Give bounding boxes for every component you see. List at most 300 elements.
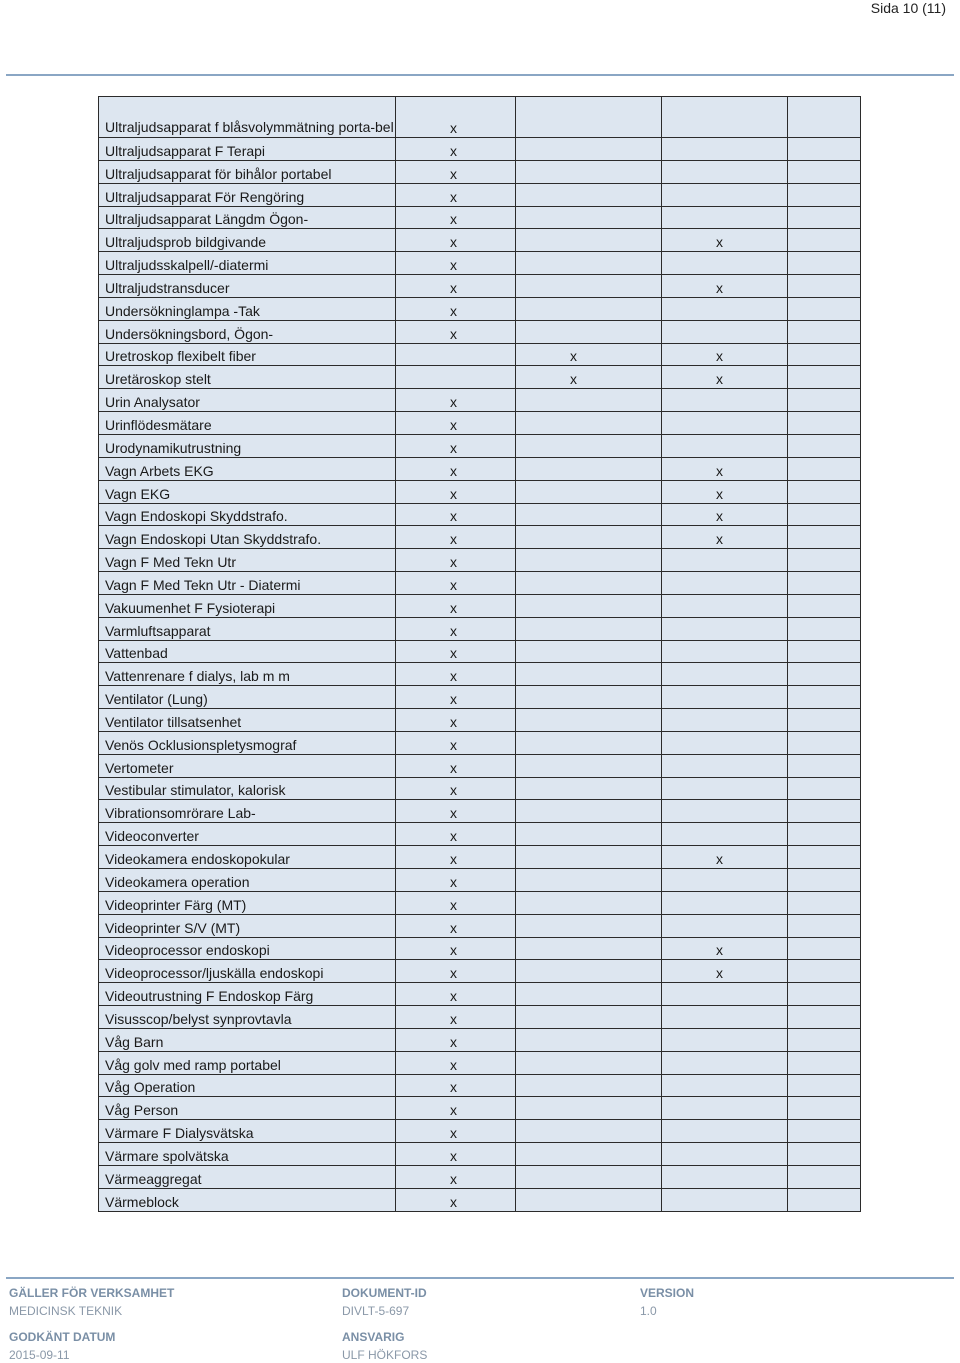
equipment-name-cell: Våg Person <box>99 1097 396 1120</box>
table-row <box>99 229 861 252</box>
table-row <box>99 366 861 389</box>
equipment-name-cell: Videokamera operation <box>99 869 396 892</box>
mark-cell-c2 <box>516 97 662 138</box>
footer-scope <box>9 1286 174 1318</box>
empty-cell <box>788 1006 861 1029</box>
mark-cell-c2 <box>516 914 662 937</box>
footer-version-value: 1.0 <box>640 1304 657 1318</box>
empty-cell <box>788 1028 861 1051</box>
empty-cell <box>788 1051 861 1074</box>
mark-cell-c3 <box>662 709 788 732</box>
table-row <box>99 640 861 663</box>
equipment-name-cell: Videokamera endoskopokular <box>99 846 396 869</box>
mark-cell-c1: x <box>396 937 516 960</box>
mark-cell-c2: x <box>516 366 662 389</box>
equipment-name-cell: Vagn Endoskopi Skyddstrafo. <box>99 503 396 526</box>
footer-responsible-label: ANSVARIG <box>342 1330 405 1344</box>
footer-divider <box>6 1277 954 1279</box>
mark-cell-c1: x <box>396 138 516 161</box>
mark-cell-c2 <box>516 526 662 549</box>
equipment-name-cell: Våg Operation <box>99 1074 396 1097</box>
empty-cell <box>788 480 861 503</box>
mark-cell-c3 <box>662 160 788 183</box>
equipment-table <box>98 96 861 1212</box>
table-row <box>99 1120 861 1143</box>
empty-cell <box>788 686 861 709</box>
empty-cell <box>788 503 861 526</box>
mark-cell-c2 <box>516 549 662 572</box>
empty-cell <box>788 1165 861 1188</box>
mark-cell-c2 <box>516 389 662 412</box>
empty-cell <box>788 1120 861 1143</box>
mark-cell-c3: x <box>662 846 788 869</box>
equipment-name-cell: Vagn Endoskopi Utan Skyddstrafo. <box>99 526 396 549</box>
empty-cell <box>788 320 861 343</box>
mark-cell-c2 <box>516 1028 662 1051</box>
mark-cell-c3 <box>662 549 788 572</box>
mark-cell-c2 <box>516 1143 662 1166</box>
table-row <box>99 686 861 709</box>
mark-cell-c3: x <box>662 275 788 298</box>
mark-cell-c2 <box>516 731 662 754</box>
table-row <box>99 1165 861 1188</box>
mark-cell-c1: x <box>396 275 516 298</box>
equipment-name-cell: Vattenrenare f dialys, lab m m <box>99 663 396 686</box>
table-row <box>99 480 861 503</box>
footer-scope-label: GÄLLER FÖR VERKSAMHET <box>9 1286 175 1300</box>
empty-cell <box>788 160 861 183</box>
mark-cell-c2 <box>516 183 662 206</box>
empty-cell <box>788 526 861 549</box>
mark-cell-c1: x <box>396 983 516 1006</box>
footer-scope-value: MEDICINSK TEKNIK <box>9 1304 123 1318</box>
table-row <box>99 1028 861 1051</box>
table-row <box>99 937 861 960</box>
mark-cell-c3: x <box>662 457 788 480</box>
equipment-name-cell: Vakuumenhet F Fysioterapi <box>99 594 396 617</box>
empty-cell <box>788 366 861 389</box>
equipment-name-cell: Värmare spolvätska <box>99 1143 396 1166</box>
equipment-name-cell: Värmeaggregat <box>99 1165 396 1188</box>
mark-cell-c3 <box>662 891 788 914</box>
empty-cell <box>788 777 861 800</box>
mark-cell-c3 <box>662 914 788 937</box>
mark-cell-c1: x <box>396 1143 516 1166</box>
mark-cell-c2 <box>516 800 662 823</box>
empty-cell <box>788 229 861 252</box>
mark-cell-c1: x <box>396 731 516 754</box>
mark-cell-c3 <box>662 412 788 435</box>
table-row <box>99 869 861 892</box>
mark-cell-c1: x <box>396 97 516 138</box>
footer-approved-value: 2015-09-11 <box>9 1348 70 1362</box>
mark-cell-c1: x <box>396 320 516 343</box>
mark-cell-c3 <box>662 206 788 229</box>
mark-cell-c1 <box>396 366 516 389</box>
empty-cell <box>788 457 861 480</box>
mark-cell-c3 <box>662 434 788 457</box>
empty-cell <box>788 297 861 320</box>
table-row <box>99 914 861 937</box>
equipment-name-cell: Videoprinter Färg (MT) <box>99 891 396 914</box>
mark-cell-c1: x <box>396 960 516 983</box>
equipment-name-cell: Vertometer <box>99 754 396 777</box>
mark-cell-c2 <box>516 138 662 161</box>
equipment-name-cell: Vagn F Med Tekn Utr - Diatermi <box>99 572 396 595</box>
mark-cell-c3 <box>662 1051 788 1074</box>
equipment-name-cell: Värmeblock <box>99 1188 396 1211</box>
equipment-name-cell: Ventilator (Lung) <box>99 686 396 709</box>
table-row <box>99 297 861 320</box>
empty-cell <box>788 663 861 686</box>
mark-cell-c3 <box>662 1143 788 1166</box>
footer-version-label: VERSION <box>640 1286 695 1300</box>
mark-cell-c2 <box>516 960 662 983</box>
equipment-name-cell: Ultraljudsprob bildgivande <box>99 229 396 252</box>
mark-cell-c1: x <box>396 1097 516 1120</box>
empty-cell <box>788 983 861 1006</box>
mark-cell-c3 <box>662 252 788 275</box>
mark-cell-c1: x <box>396 1074 516 1097</box>
mark-cell-c1: x <box>396 709 516 732</box>
mark-cell-c3 <box>662 617 788 640</box>
mark-cell-c2 <box>516 754 662 777</box>
mark-cell-c1: x <box>396 1188 516 1211</box>
footer-doc-id <box>342 1286 427 1318</box>
equipment-name-cell: Videoutrustning F Endoskop Färg <box>99 983 396 1006</box>
equipment-name-cell: Vagn Arbets EKG <box>99 457 396 480</box>
table-row <box>99 1051 861 1074</box>
mark-cell-c1: x <box>396 252 516 275</box>
mark-cell-c3 <box>662 1097 788 1120</box>
empty-cell <box>788 1074 861 1097</box>
mark-cell-c3: x <box>662 937 788 960</box>
table-row <box>99 960 861 983</box>
empty-cell <box>788 412 861 435</box>
mark-cell-c3: x <box>662 960 788 983</box>
mark-cell-c2 <box>516 709 662 732</box>
mark-cell-c1: x <box>396 846 516 869</box>
mark-cell-c3 <box>662 1074 788 1097</box>
table-row <box>99 434 861 457</box>
mark-cell-c2 <box>516 1165 662 1188</box>
mark-cell-c1: x <box>396 549 516 572</box>
mark-cell-c1: x <box>396 526 516 549</box>
mark-cell-c2 <box>516 572 662 595</box>
empty-cell <box>788 389 861 412</box>
table-row <box>99 1074 861 1097</box>
equipment-name-cell: Vattenbad <box>99 640 396 663</box>
mark-cell-c2 <box>516 1051 662 1074</box>
footer-doc-id-label: DOKUMENT-ID <box>342 1286 427 1300</box>
footer-approved-label: GODKÄNT DATUM <box>9 1330 116 1344</box>
empty-cell <box>788 1143 861 1166</box>
table-row <box>99 160 861 183</box>
table-row <box>99 1097 861 1120</box>
mark-cell-c3 <box>662 138 788 161</box>
mark-cell-c1: x <box>396 777 516 800</box>
equipment-name-cell: Urodynamikutrustning <box>99 434 396 457</box>
equipment-name-cell: Venös Ocklusionspletysmograf <box>99 731 396 754</box>
mark-cell-c3 <box>662 297 788 320</box>
table-row <box>99 731 861 754</box>
mark-cell-c1: x <box>396 1028 516 1051</box>
mark-cell-c1: x <box>396 503 516 526</box>
mark-cell-c1: x <box>396 891 516 914</box>
mark-cell-c3 <box>662 1165 788 1188</box>
mark-cell-c3 <box>662 731 788 754</box>
empty-cell <box>788 434 861 457</box>
mark-cell-c1: x <box>396 480 516 503</box>
page-header <box>0 0 960 76</box>
mark-cell-c1: x <box>396 1051 516 1074</box>
empty-cell <box>788 97 861 138</box>
mark-cell-c2 <box>516 457 662 480</box>
footer-doc-id-value: DIVLT-5-697 <box>342 1304 410 1318</box>
table-row <box>99 594 861 617</box>
empty-cell <box>788 754 861 777</box>
table-row <box>99 97 861 138</box>
mark-cell-c1: x <box>396 457 516 480</box>
table-row <box>99 526 861 549</box>
empty-cell <box>788 1188 861 1211</box>
table-row <box>99 549 861 572</box>
mark-cell-c1: x <box>396 1165 516 1188</box>
mark-cell-c2 <box>516 891 662 914</box>
table-row <box>99 457 861 480</box>
table-row <box>99 138 861 161</box>
table-row <box>99 320 861 343</box>
mark-cell-c2 <box>516 297 662 320</box>
mark-cell-c3 <box>662 800 788 823</box>
mark-cell-c2 <box>516 777 662 800</box>
empty-cell <box>788 594 861 617</box>
mark-cell-c2 <box>516 1188 662 1211</box>
mark-cell-c1: x <box>396 594 516 617</box>
mark-cell-c2 <box>516 320 662 343</box>
table-row <box>99 823 861 846</box>
equipment-name-cell: Vibrationsomrörare Lab- <box>99 800 396 823</box>
empty-cell <box>788 960 861 983</box>
equipment-name-cell: Ultraljudsskalpell/-diatermi <box>99 252 396 275</box>
equipment-name-cell: Våg Barn <box>99 1028 396 1051</box>
mark-cell-c1: x <box>396 434 516 457</box>
equipment-name-cell: Våg golv med ramp portabel <box>99 1051 396 1074</box>
empty-cell <box>788 731 861 754</box>
mark-cell-c1: x <box>396 206 516 229</box>
equipment-name-cell: Uretroskop flexibelt fiber <box>99 343 396 366</box>
mark-cell-c3: x <box>662 503 788 526</box>
equipment-table-body <box>99 97 861 1212</box>
mark-cell-c3 <box>662 183 788 206</box>
equipment-name-cell: Videoprinter S/V (MT) <box>99 914 396 937</box>
mark-cell-c1: x <box>396 389 516 412</box>
empty-cell <box>788 709 861 732</box>
table-row <box>99 777 861 800</box>
mark-cell-c1: x <box>396 914 516 937</box>
equipment-name-cell: Ultraljudsapparat För Rengöring <box>99 183 396 206</box>
empty-cell <box>788 800 861 823</box>
mark-cell-c1: x <box>396 869 516 892</box>
footer-approved <box>9 1330 115 1362</box>
page-number: Sida 10 (11) <box>870 0 946 16</box>
mark-cell-c1: x <box>396 412 516 435</box>
mark-cell-c1: x <box>396 800 516 823</box>
equipment-name-cell: Vagn F Med Tekn Utr <box>99 549 396 572</box>
mark-cell-c2 <box>516 1120 662 1143</box>
mark-cell-c2 <box>516 594 662 617</box>
mark-cell-c2 <box>516 480 662 503</box>
equipment-name-cell: Videoprocessor endoskopi <box>99 937 396 960</box>
mark-cell-c3: x <box>662 480 788 503</box>
mark-cell-c2 <box>516 206 662 229</box>
table-row <box>99 206 861 229</box>
header-divider <box>6 74 954 76</box>
equipment-name-cell: Ventilator tillsatsenhet <box>99 709 396 732</box>
mark-cell-c1: x <box>396 297 516 320</box>
equipment-name-cell: Urinflödesmätare <box>99 412 396 435</box>
equipment-name-cell: Ultraljudsapparat F Terapi <box>99 138 396 161</box>
mark-cell-c1: x <box>396 686 516 709</box>
table-row <box>99 617 861 640</box>
mark-cell-c3 <box>662 1028 788 1051</box>
equipment-name-cell: Värmare F Dialysvätska <box>99 1120 396 1143</box>
footer-responsible-value: ULF HÖKFORS <box>342 1348 428 1362</box>
empty-cell <box>788 640 861 663</box>
table-row <box>99 412 861 435</box>
mark-cell-c3 <box>662 320 788 343</box>
mark-cell-c2 <box>516 617 662 640</box>
mark-cell-c2 <box>516 252 662 275</box>
mark-cell-c3 <box>662 869 788 892</box>
mark-cell-c1: x <box>396 754 516 777</box>
empty-cell <box>788 572 861 595</box>
equipment-name-cell: Ultraljudsapparat Längdm Ögon- <box>99 206 396 229</box>
mark-cell-c3 <box>662 389 788 412</box>
mark-cell-c2 <box>516 160 662 183</box>
mark-cell-c3: x <box>662 229 788 252</box>
table-row <box>99 275 861 298</box>
mark-cell-c2 <box>516 663 662 686</box>
equipment-name-cell: Urin Analysator <box>99 389 396 412</box>
mark-cell-c2: x <box>516 343 662 366</box>
mark-cell-c1 <box>396 343 516 366</box>
mark-cell-c1: x <box>396 229 516 252</box>
mark-cell-c2 <box>516 869 662 892</box>
empty-cell <box>788 138 861 161</box>
equipment-name-cell: Vagn EKG <box>99 480 396 503</box>
mark-cell-c3 <box>662 1188 788 1211</box>
table-row <box>99 800 861 823</box>
table-row <box>99 1006 861 1029</box>
table-row <box>99 183 861 206</box>
empty-cell <box>788 1097 861 1120</box>
equipment-name-cell: Varmluftsapparat <box>99 617 396 640</box>
empty-cell <box>788 183 861 206</box>
equipment-name-cell: Vestibular stimulator, kalorisk <box>99 777 396 800</box>
table-row <box>99 389 861 412</box>
table-row <box>99 1143 861 1166</box>
mark-cell-c1: x <box>396 617 516 640</box>
table-row <box>99 503 861 526</box>
table-row <box>99 252 861 275</box>
equipment-name-cell: Ultraljudstransducer <box>99 275 396 298</box>
mark-cell-c3 <box>662 983 788 1006</box>
mark-cell-c2 <box>516 229 662 252</box>
mark-cell-c3 <box>662 663 788 686</box>
table-row <box>99 709 861 732</box>
mark-cell-c2 <box>516 686 662 709</box>
empty-cell <box>788 846 861 869</box>
mark-cell-c3 <box>662 823 788 846</box>
table-row <box>99 754 861 777</box>
empty-cell <box>788 869 861 892</box>
empty-cell <box>788 891 861 914</box>
empty-cell <box>788 206 861 229</box>
mark-cell-c2 <box>516 412 662 435</box>
mark-cell-c1: x <box>396 160 516 183</box>
mark-cell-c2 <box>516 434 662 457</box>
mark-cell-c1: x <box>396 1006 516 1029</box>
empty-cell <box>788 252 861 275</box>
equipment-name-cell: Uretäroskop stelt <box>99 366 396 389</box>
mark-cell-c3 <box>662 97 788 138</box>
equipment-name-cell: Videoprocessor/ljuskälla endoskopi <box>99 960 396 983</box>
equipment-name-cell: Undersökninglampa -Tak <box>99 297 396 320</box>
table-row <box>99 663 861 686</box>
table-row <box>99 572 861 595</box>
mark-cell-c2 <box>516 275 662 298</box>
mark-cell-c1: x <box>396 663 516 686</box>
table-row <box>99 846 861 869</box>
mark-cell-c2 <box>516 846 662 869</box>
equipment-name-cell: Ultraljudsapparat för bihålor portabel <box>99 160 396 183</box>
mark-cell-c3: x <box>662 526 788 549</box>
equipment-name-cell: Videoconverter <box>99 823 396 846</box>
mark-cell-c1: x <box>396 572 516 595</box>
mark-cell-c2 <box>516 640 662 663</box>
mark-cell-c3 <box>662 1120 788 1143</box>
table-row <box>99 343 861 366</box>
mark-cell-c2 <box>516 937 662 960</box>
equipment-name-cell: Visusscop/belyst synprovtavla <box>99 1006 396 1029</box>
footer-version <box>640 1286 694 1318</box>
mark-cell-c1: x <box>396 823 516 846</box>
footer-responsible <box>342 1330 427 1362</box>
empty-cell <box>788 914 861 937</box>
mark-cell-c1: x <box>396 640 516 663</box>
empty-cell <box>788 343 861 366</box>
empty-cell <box>788 549 861 572</box>
mark-cell-c2 <box>516 503 662 526</box>
equipment-name-cell: Undersökningsbord, Ögon- <box>99 320 396 343</box>
mark-cell-c2 <box>516 983 662 1006</box>
empty-cell <box>788 617 861 640</box>
mark-cell-c3 <box>662 640 788 663</box>
mark-cell-c1: x <box>396 183 516 206</box>
mark-cell-c3: x <box>662 366 788 389</box>
empty-cell <box>788 937 861 960</box>
mark-cell-c2 <box>516 1006 662 1029</box>
mark-cell-c2 <box>516 1097 662 1120</box>
table-row <box>99 1188 861 1211</box>
equipment-name-cell: Ultraljudsapparat f blåsvolymmätning porta-bel <box>99 97 396 138</box>
mark-cell-c3 <box>662 754 788 777</box>
page-footer <box>0 1280 960 1363</box>
table-row <box>99 891 861 914</box>
mark-cell-c3 <box>662 686 788 709</box>
mark-cell-c3 <box>662 777 788 800</box>
